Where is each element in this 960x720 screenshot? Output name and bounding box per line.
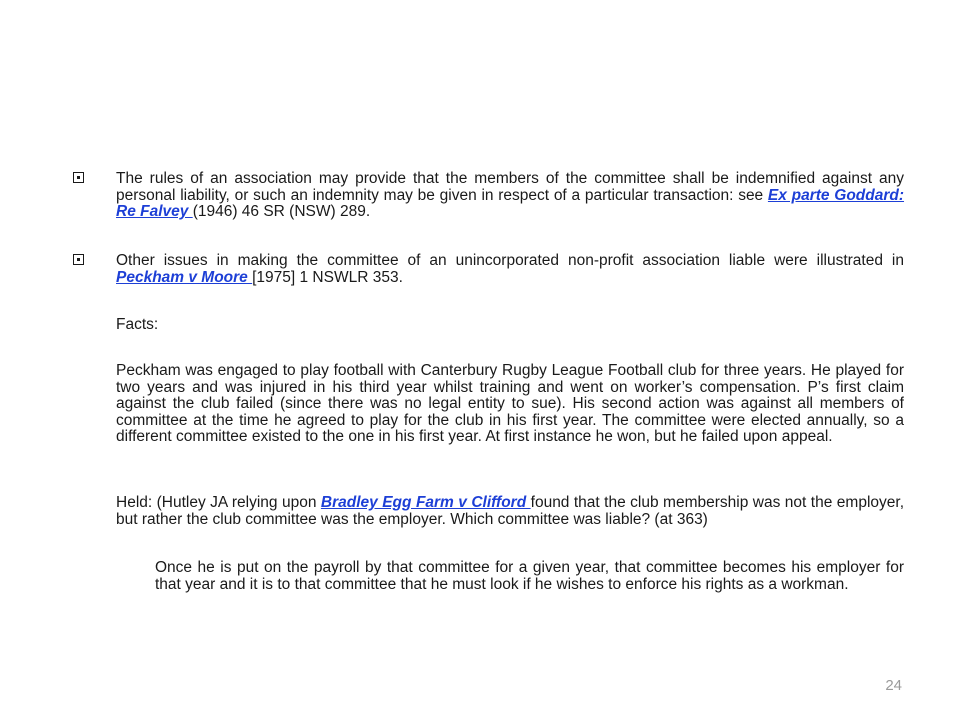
page-number: 24 [885,677,902,694]
case-link-peckham-v-moore[interactable]: Peckham v Moore [116,268,253,286]
bullet-1-text-before: The rules of an association may provide that the members of the committee shall be indemnified against any personal liability, or such an indemnity may be given in respect of a particular transaction: see [116,170,904,204]
facts-paragraph: Peckham was engaged to play football with Canterbury Rugby League Football club for three years. He played for two years and was injured in his third year whilst training and went on worker’s compensation. P’s first claim against the club failed (since there was no legal entity to sue). His second action was against all members of committee at the time he agreed to play for the club in his first year. The committee were elected annually, so a different committee existed to the one in his first year. At first instance he won, but he failed upon appeal. [116,362,904,445]
quote-paragraph: Once he is put on the payroll by that committee for a given year, that committee becomes his employer for that year and it is to that committee that he must look if he wishes to enforce his rights as a workman. [155,559,904,593]
case-link-ex-parte-goddard[interactable]: Ex parte Goddard: Re Falvey [116,186,905,220]
bullet-2-text-before: Other issues in making the committee of an unincorporated non-profit association liable were illustrated in [116,252,904,269]
square-bullet-icon [73,172,84,183]
bullet-2-text-after: [1975] 1 NSWLR 353. [252,268,403,286]
bullet-paragraph-1 [116,171,904,221]
facts-label: Facts: [116,316,159,333]
case-link-bradley-egg-farm[interactable]: Bradley Egg Farm v Clifford [320,494,531,511]
held-text-before: Held: (Hutley JA relying upon [116,494,321,511]
bullet-paragraph-2 [116,253,904,286]
bullet-1-text-after: (1946) 46 SR (NSW) 289. [192,203,371,220]
held-paragraph [116,495,904,528]
held-text-after: found that the club membership was not the employer, but rather the club committee was the employer. Which committee was liable? (at 363) [116,494,904,528]
square-bullet-icon [73,254,84,265]
